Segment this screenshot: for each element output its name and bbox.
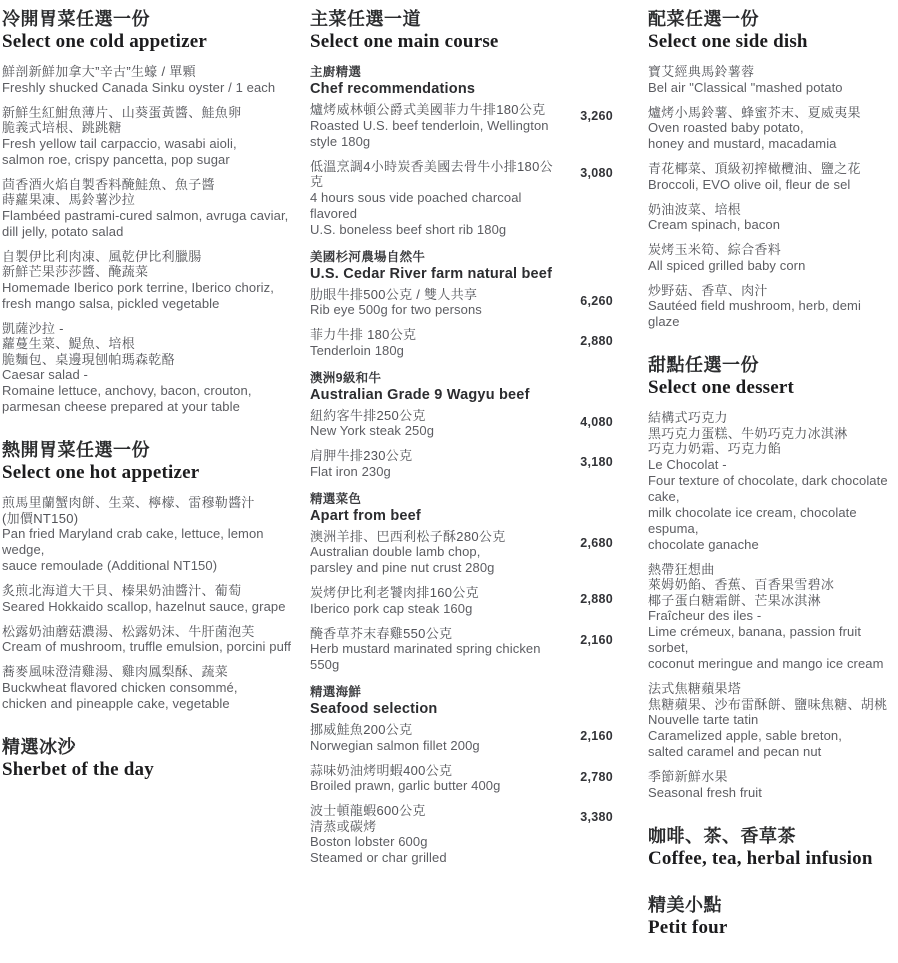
item-desc-en: New York steak 250g	[310, 423, 435, 438]
item-desc-en: Broiled prawn, garlic butter 400g	[310, 778, 501, 793]
menu-item-text	[648, 283, 896, 331]
section-title-cn: 精美小點	[648, 894, 722, 915]
menu-section	[648, 354, 896, 801]
menu-item	[648, 242, 896, 274]
item-price: 3,260	[580, 109, 613, 123]
section-title-cn: 熱開胃菜任選一份	[2, 440, 150, 460]
item-desc-en: Roasted U.S. beef tenderloin, Wellington style 180g	[310, 117, 549, 149]
item-name-cn: (加價NT150)	[2, 510, 79, 526]
item-price: 4,080	[580, 414, 613, 429]
item-price: 3,180	[580, 455, 613, 469]
item-desc-en: Oven roasted baby potato,	[648, 120, 804, 135]
menu-item-text	[2, 664, 302, 712]
item-desc-en: Homemade Iberico pork terrine, Iberico choriz,	[2, 279, 274, 295]
section-title-cn: 冷開胃菜任選一份	[2, 9, 150, 29]
item-desc-en: Seared Hokkaido scallop, hazelnut sauce, grape	[2, 598, 286, 614]
menu-item-text	[310, 529, 563, 577]
item-name-cn: 萊姆奶餡、香蕉、百香果雪碧冰	[648, 577, 835, 592]
item-desc-en: Flambéed pastrami-cured salmon, avruga caviar,	[2, 207, 289, 223]
menu-item-text	[310, 722, 563, 754]
item-desc-en: sauce remoulade (Additional NT150)	[2, 558, 218, 573]
item-name-cn: 挪威鮭魚200公克	[310, 722, 413, 737]
item-desc-en: Four texture of chocolate, dark chocolate cake,	[648, 472, 888, 504]
menu-item-text	[310, 585, 563, 617]
menu-item-text	[2, 495, 302, 574]
menu-item-text	[2, 321, 302, 416]
item-desc-en: Le Chocolat -	[648, 456, 727, 472]
menu-item-text	[310, 327, 563, 359]
menu-item-text	[2, 105, 302, 168]
item-name-cn: 炭烤伊比利老饕肉排160公克	[310, 585, 479, 600]
item-desc-en: Lime crémeux, banana, passion fruit sorbet,	[648, 624, 862, 655]
menu-item	[310, 626, 613, 674]
section-title-en: Coffee, tea, herbal infusion	[648, 847, 873, 869]
item-name-cn: 新鮮芒果莎莎醬、醃蔬菜	[2, 264, 149, 279]
item-desc-en: coconut meringue and mango ice cream	[648, 656, 884, 671]
group-title-cn: 美國杉河農場自然牛	[310, 249, 426, 264]
menu-item	[310, 585, 613, 617]
item-desc-en: Caramelized apple, sable breton,	[648, 728, 842, 743]
menu-item-text	[648, 64, 896, 96]
item-name-cn: 蒜味奶油烤明蝦400公克	[310, 762, 453, 778]
menu-item-text	[310, 448, 563, 480]
item-desc-en: Cream of mushroom, truffle emulsion, porcini puff	[2, 639, 292, 654]
item-name-cn: 結構式巧克力	[648, 410, 728, 425]
menu-item	[648, 562, 896, 673]
item-desc-en: honey and mustard, macadamia	[648, 136, 837, 151]
item-desc-en: Flat iron 230g	[310, 463, 391, 479]
section-title-en: Petit four	[648, 916, 728, 938]
item-desc-en: Broccoli, EVO olive oil, fleur de sel	[648, 176, 851, 192]
group-title	[310, 370, 613, 404]
menu-item-text	[648, 202, 896, 234]
menu-column-appetizers	[2, 8, 302, 805]
menu-item	[2, 177, 302, 240]
item-name-cn: 松露奶油蘑菇濃湯、松露奶沫、牛肝菌泡芙	[2, 623, 255, 639]
menu-item	[2, 249, 302, 312]
item-desc-en: Pan fried Maryland crab cake, lettuce, lemon wedge,	[2, 526, 264, 557]
item-price: 3,380	[580, 810, 613, 824]
item-name-cn: 爐烤威林頓公爵式美國菲力牛排180公克	[310, 102, 546, 117]
item-name-cn: 法式焦糖蘋果塔	[648, 681, 742, 696]
menu-item-text	[310, 287, 563, 319]
section-title-en: Select one main course	[310, 31, 499, 52]
menu-section	[2, 439, 302, 712]
menu-section	[648, 825, 896, 870]
item-name-cn: 爐烤小馬鈴薯、蜂蜜芥末、夏威夷果	[648, 104, 861, 120]
item-name-cn: 煎馬里蘭蟹肉餅、生菜、檸檬、雷穆勒醬汁	[2, 495, 255, 510]
menu-item	[648, 410, 896, 553]
menu-item-text	[648, 242, 896, 274]
item-name-cn: 脆義式培根、跳跳糖	[2, 120, 122, 135]
item-name-cn: 菲力牛排 180公克	[310, 327, 417, 342]
item-desc-en: Caesar salad -	[2, 367, 88, 382]
group-title-cn: 澳洲9級和牛	[310, 370, 382, 385]
item-desc-en: Cream spinach, bacon	[648, 217, 781, 232]
item-desc-en: U.S. boneless beef short rib 180g	[310, 221, 507, 237]
item-desc-en: Rib eye 500g for two persons	[310, 302, 482, 317]
group-title	[310, 684, 613, 718]
item-name-cn: 巧克力奶霜、巧克力餡	[648, 441, 782, 456]
item-price: 6,260	[580, 293, 613, 308]
menu-item-text	[310, 102, 563, 150]
item-desc-en: milk chocolate ice cream, chocolate espuma,	[648, 504, 857, 536]
item-name-cn: 鮮剖新鮮加拿大”辛古”生蠔 / 單顆	[2, 64, 196, 79]
item-desc-en: Australian double lamb chop,	[310, 544, 481, 559]
item-name-cn: 青花椰菜、頂級初搾橄欖油、鹽之花	[648, 161, 861, 176]
menu-item-text	[648, 681, 896, 760]
item-name-cn: 焦糖蘋果、沙布雷酥餅、鹽味焦糖、胡桃	[648, 696, 888, 712]
item-desc-en: Bel air "Classical "mashed potato	[648, 79, 843, 95]
menu-item	[2, 64, 302, 96]
menu-item	[2, 624, 302, 656]
item-desc-en: Buckwheat flavored chicken consommé,	[2, 679, 238, 695]
menu-item	[648, 202, 896, 234]
menu-item-text	[648, 562, 896, 673]
menu-item	[310, 408, 613, 440]
item-desc-en: Nouvelle tarte tatin	[648, 712, 759, 727]
item-name-cn: 奶油波菜、培根	[648, 201, 742, 217]
item-name-cn: 紐約客牛排250公克	[310, 407, 426, 423]
menu-item-text	[648, 769, 896, 801]
item-desc-en: chicken and pineapple cake, vegetable	[2, 695, 230, 711]
group-title	[310, 491, 613, 525]
item-desc-en: Sautéed field mushroom, herb, demi glaze	[648, 298, 861, 329]
item-desc-en: chocolate ganache	[648, 536, 759, 552]
group-title	[310, 64, 613, 98]
item-name-cn: 黑巧克力蛋糕、牛奶巧克力冰淇淋	[648, 425, 848, 441]
item-desc-en: 4 hours sous vide poached charcoal flavored	[310, 189, 522, 221]
item-desc-en: Herb mustard marinated spring chicken 550g	[310, 641, 541, 672]
group-title-en: U.S. Cedar River farm natural beef	[310, 265, 553, 282]
item-desc-en: Boston lobster 600g	[310, 834, 428, 849]
item-desc-en: parmesan cheese prepared at your table	[2, 399, 240, 414]
section-title-en: Select one side dish	[648, 31, 808, 52]
menu-item	[2, 495, 302, 574]
item-name-cn: 醃香草芥末春雞550公克	[310, 625, 453, 641]
item-name-cn: 寶艾經典馬鈴薯蓉	[648, 64, 755, 79]
item-price: 2,880	[580, 334, 613, 348]
item-desc-en: All spiced grilled baby corn	[648, 257, 806, 273]
menu-item-text	[310, 803, 563, 866]
menu-item-text	[2, 249, 302, 312]
section-title-cn: 咖啡、茶、香草茶	[648, 825, 796, 846]
menu-item	[310, 529, 613, 577]
item-name-cn: 熱帶狂想曲	[648, 561, 715, 577]
menu-item-text	[2, 624, 302, 656]
item-price: 2,780	[580, 769, 613, 784]
menu-item-text	[310, 626, 563, 674]
item-name-cn: 新鮮生紅魽魚薄片、山葵蛋黃醬、鮭魚卵	[2, 104, 242, 120]
menu-column-main-courses	[310, 8, 613, 890]
item-price: 2,680	[580, 535, 613, 550]
item-name-cn: 茴香酒火焰自製香料醃鮭魚、魚子醬	[2, 176, 215, 192]
menu-item	[2, 105, 302, 168]
item-desc-en: Fresh yellow tail carpaccio, wasabi aioli,	[2, 135, 237, 151]
menu-item	[310, 287, 613, 319]
menu-item-text	[648, 161, 896, 193]
item-desc-en: Norwegian salmon fillet 200g	[310, 737, 480, 753]
item-name-cn: 清蒸或碳烤	[310, 818, 377, 834]
item-name-cn: 脆麵包、桌邊現刨帕瑪森乾酪	[2, 351, 175, 367]
item-desc-en: Fraîcheur des iles -	[648, 608, 762, 623]
menu-item	[648, 283, 896, 331]
menu-section	[310, 8, 613, 866]
menu-item	[2, 583, 302, 615]
group-title-cn: 精選海鮮	[310, 685, 362, 699]
menu-item	[310, 448, 613, 480]
menu-section	[648, 8, 896, 330]
item-name-cn: 自製伊比利肉凍、風乾伊比利臘腸	[2, 248, 202, 264]
menu-item	[648, 161, 896, 193]
menu-item	[648, 105, 896, 153]
item-name-cn: 肋眼牛排500公克 / 雙人共享	[310, 286, 478, 302]
item-desc-en: Freshly shucked Canada Sinku oyster / 1 each	[2, 79, 276, 95]
item-name-cn: 蒔蘿果凍、馬鈴薯沙拉	[2, 192, 136, 207]
menu-item	[310, 722, 613, 754]
section-title-en: Select one dessert	[648, 377, 795, 398]
section-title-cn: 配菜任選一份	[648, 9, 759, 29]
menu-item	[310, 102, 613, 150]
menu-section	[2, 736, 302, 781]
group-title-en: Chef recommendations	[310, 81, 476, 97]
menu-item-text	[2, 177, 302, 240]
item-desc-en: salmon roe, crispy pancetta, pop sugar	[2, 151, 230, 167]
menu-section	[2, 8, 302, 415]
item-desc-en: dill jelly, potato salad	[2, 223, 124, 239]
menu-item	[648, 681, 896, 760]
menu-item-text	[310, 159, 563, 238]
item-name-cn: 炭烤玉米筍、綜合香料	[648, 242, 782, 257]
menu-item	[648, 769, 896, 801]
item-price: 2,160	[580, 632, 613, 647]
item-name-cn: 凱薩沙拉 -	[2, 320, 64, 336]
item-desc-en: Romaine lettuce, anchovy, bacon, crouton,	[2, 383, 252, 398]
menu-item	[2, 664, 302, 712]
menu-item-text	[648, 105, 896, 153]
section-title-cn: 精選冰沙	[2, 736, 76, 757]
group-title-en: Australian Grade 9 Wagyu beef	[310, 386, 530, 403]
item-name-cn: 低溫烹調4小時炭香美國去骨牛小排180公克	[310, 158, 553, 189]
item-desc-en: Iberico pork cap steak 160g	[310, 600, 473, 616]
item-name-cn: 季節新鮮水果	[648, 769, 728, 784]
menu-item	[310, 763, 613, 795]
item-name-cn: 澳洲羊排、巴西利松子酥280公克	[310, 528, 506, 544]
item-desc-en: fresh mango salsa, pickled vegetable	[2, 295, 220, 311]
menu-item-text	[310, 763, 563, 795]
item-desc-en: parsley and pine nut crust 280g	[310, 560, 495, 575]
section-title-en: Sherbet of the day	[2, 758, 154, 780]
section-title-en: Select one cold appetizer	[2, 31, 207, 52]
menu-item-text	[2, 64, 302, 96]
menu-column-sides-desserts	[648, 8, 896, 963]
item-price: 2,160	[580, 729, 613, 743]
item-name-cn: 波士頓龍蝦600公克	[310, 803, 426, 818]
menu-item	[648, 64, 896, 96]
section-title-cn: 甜點任選一份	[648, 355, 759, 375]
menu-item	[310, 159, 613, 238]
group-title-en: Seafood selection	[310, 701, 438, 717]
item-desc-en: Steamed or char grilled	[310, 850, 447, 865]
item-name-cn: 椰子蛋白糖霜餅、芒果冰淇淋	[648, 592, 821, 608]
group-title-cn: 主廚精選	[310, 65, 362, 79]
menu-item	[2, 321, 302, 416]
section-title-cn: 主菜任選一道	[310, 9, 421, 29]
section-title-en: Select one hot appetizer	[2, 462, 200, 483]
item-desc-en: Tenderloin 180g	[310, 342, 405, 358]
menu-section	[648, 894, 896, 939]
menu-item-text	[310, 408, 563, 440]
item-price: 3,080	[580, 165, 613, 180]
item-price: 2,880	[580, 592, 613, 606]
menu-item	[310, 327, 613, 359]
group-title-cn: 精選菜色	[310, 491, 362, 506]
menu-item	[310, 803, 613, 866]
group-title	[310, 249, 613, 283]
item-name-cn: 肩胛牛排230公克	[310, 448, 413, 463]
menu-item-text	[648, 410, 896, 553]
menu-item-text	[2, 583, 302, 615]
item-name-cn: 炙煎北海道大干貝、榛果奶油醬汁、葡萄	[2, 583, 242, 598]
item-name-cn: 蕎麥風味澄清雞湯、雞肉鳳梨酥、蔬菜	[2, 664, 229, 679]
group-title-en: Apart from beef	[310, 507, 421, 524]
item-name-cn: 炒野菇、香草、肉汁	[648, 282, 768, 298]
item-desc-en: Seasonal fresh fruit	[648, 784, 763, 800]
item-desc-en: salted caramel and pecan nut	[648, 744, 822, 759]
item-name-cn: 蘿蔓生菜、鯷魚、培根	[2, 336, 136, 351]
